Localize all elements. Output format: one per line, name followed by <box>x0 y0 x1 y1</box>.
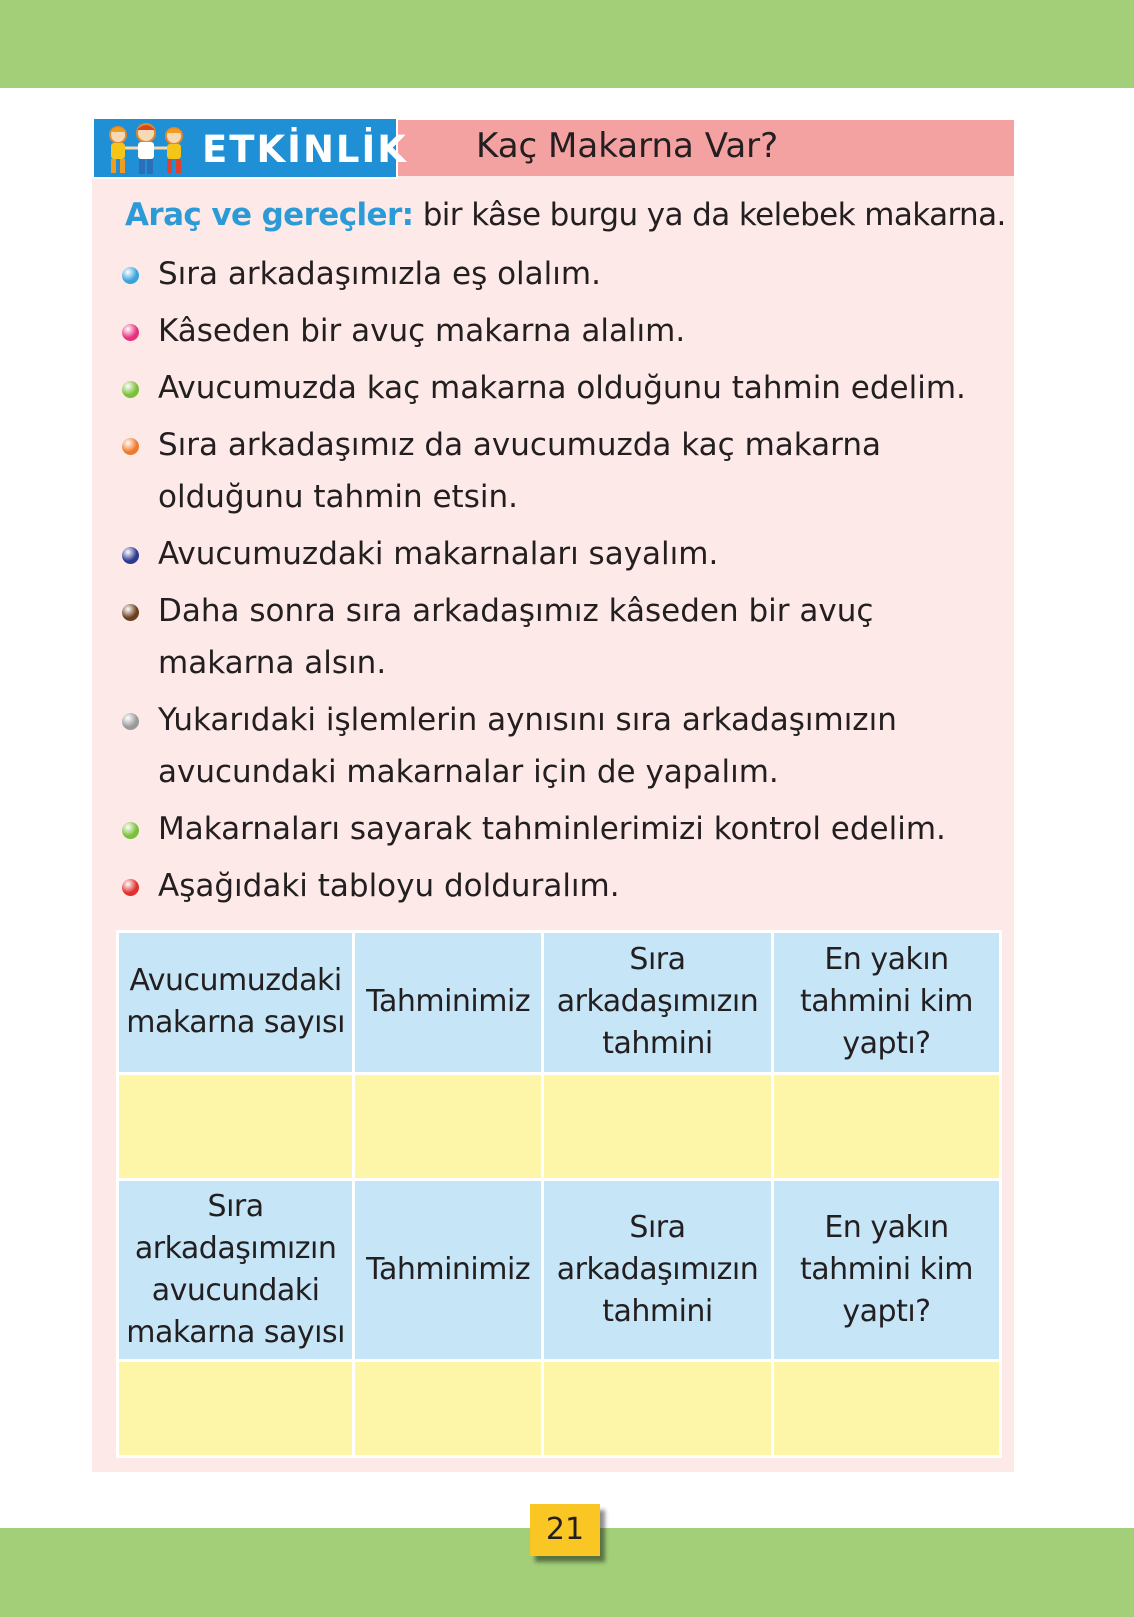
bullet-icon <box>122 324 139 341</box>
page-number: 21 <box>530 1504 600 1556</box>
step-item: Avucumuzdaki makarnaları sayalım. <box>120 528 990 580</box>
activity-title: Kaç Makarna Var? <box>476 126 779 166</box>
bullet-icon <box>122 381 139 398</box>
badge-label: ETKİNLİK <box>202 128 408 171</box>
table-header-row <box>119 1181 999 1359</box>
bullet-icon <box>122 822 139 839</box>
answer-cell[interactable] <box>544 1362 771 1455</box>
header-cell: En yakın tahmini kim yaptı? <box>774 933 999 1072</box>
step-item: Daha sonra sıra arkadaşımız kâseden bir avuç makarna alsın. <box>120 585 990 689</box>
answer-cell[interactable] <box>774 1075 999 1178</box>
answer-cell[interactable] <box>119 1075 352 1178</box>
bullet-icon <box>122 438 139 455</box>
activity-badge <box>92 117 408 179</box>
step-item: Yukarıdaki işlemlerin aynısını sıra arkadaşımızın avucundaki makarnalar için de yapalım. <box>120 694 990 798</box>
header-cell: Sıra arkadaşımızın tahmini <box>544 933 771 1072</box>
answer-cell[interactable] <box>544 1075 771 1178</box>
materials-line <box>125 197 1006 233</box>
answer-cell[interactable] <box>774 1362 999 1455</box>
table-answer-row <box>119 1075 999 1178</box>
answer-cell[interactable] <box>355 1362 541 1455</box>
bullet-icon <box>122 267 139 284</box>
materials-label: Araç ve gereçler: <box>125 197 414 233</box>
materials-text: bir kâse burgu ya da kelebek makarna. <box>422 197 1006 233</box>
step-item: Sıra arkadaşımızla eş olalım. <box>120 248 990 300</box>
header-cell: Sıra arkadaşımızın tahmini <box>544 1181 771 1359</box>
guess-table <box>116 930 1002 1458</box>
bullet-icon <box>122 547 139 564</box>
step-item: Avucumuzda kaç makarna olduğunu tahmin edelim. <box>120 362 990 414</box>
header-cell: Tahminimiz <box>355 933 541 1072</box>
step-item: Makarnaları sayarak tahminlerimizi kontrol edelim. <box>120 803 990 855</box>
step-item: Kâseden bir avuç makarna alalım. <box>120 305 990 357</box>
header-cell: Tahminimiz <box>355 1181 541 1359</box>
bullet-icon <box>122 879 139 896</box>
top-band <box>0 0 1134 88</box>
bullet-icon <box>122 604 139 621</box>
step-item: Sıra arkadaşımız da avucumuzda kaç makarna olduğunu tahmin etsin. <box>120 419 990 523</box>
table-header-row <box>119 933 999 1072</box>
table-answer-row <box>119 1362 999 1455</box>
answer-cell[interactable] <box>119 1362 352 1455</box>
header-cell: En yakın tahmini kim yaptı? <box>774 1181 999 1359</box>
bullet-icon <box>122 713 139 730</box>
step-item: Aşağıdaki tabloyu dolduralım. <box>120 860 990 912</box>
header-cell: Avucumuzdaki makarna sayısı <box>119 933 352 1072</box>
header-cell: Sıra arkadaşımızın avucundaki makarna sayısı <box>119 1181 352 1359</box>
answer-cell[interactable] <box>355 1075 541 1178</box>
children-icon <box>98 121 194 177</box>
steps-list <box>120 248 990 917</box>
